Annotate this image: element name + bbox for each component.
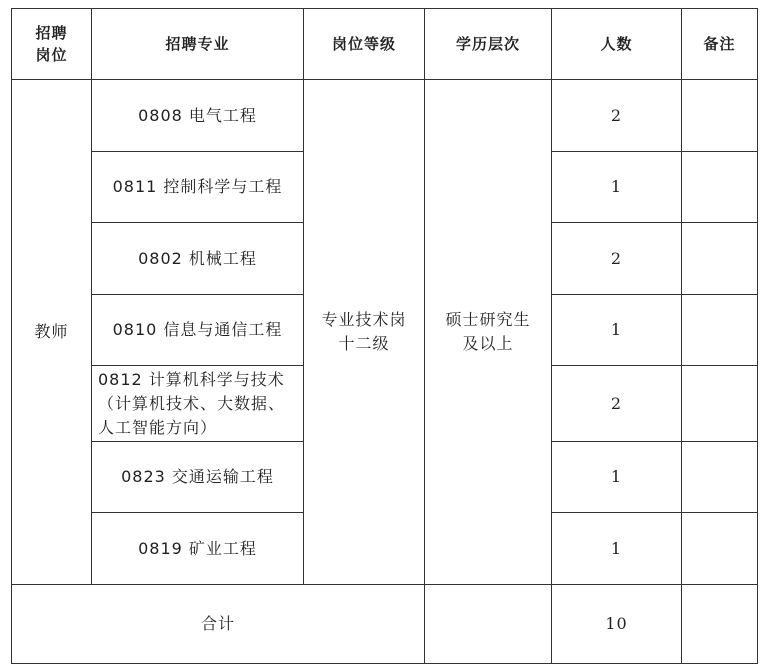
major-cell: 0823 交通运输工程 [92,442,304,513]
education-cell: 硕士研究生 及以上 [425,80,552,585]
header-position: 招聘 岗位 [12,9,92,80]
major-cell: 0808 电气工程 [92,80,304,152]
remark-cell [682,80,758,152]
remark-cell [682,442,758,513]
total-label: 合计 [12,585,425,664]
total-education-cell [425,585,552,664]
count-cell: 1 [552,295,682,366]
recruitment-table [11,8,758,664]
header-education: 学历层次 [425,9,552,80]
remark-cell [682,295,758,366]
position-cell: 教师 [12,80,92,585]
major-cell: 0819 矿业工程 [92,513,304,585]
header-row [12,9,758,80]
major-cell: 0802 机械工程 [92,223,304,295]
count-cell: 2 [552,223,682,295]
total-row [12,585,758,664]
count-cell: 1 [552,152,682,223]
total-count: 10 [552,585,682,664]
remark-cell [682,152,758,223]
count-cell: 1 [552,513,682,585]
remark-cell [682,513,758,585]
header-remark: 备注 [682,9,758,80]
table-row [12,80,758,152]
remark-cell [682,366,758,442]
count-cell: 2 [552,366,682,442]
header-grade: 岗位等级 [304,9,425,80]
grade-cell: 专业技术岗 十二级 [304,80,425,585]
header-count: 人数 [552,9,682,80]
header-major: 招聘专业 [92,9,304,80]
major-cell: 0810 信息与通信工程 [92,295,304,366]
count-cell: 2 [552,80,682,152]
remark-cell [682,223,758,295]
major-cell: 0812 计算机科学与技术（计算机技术、大数据、人工智能方向） [92,366,304,442]
count-cell: 1 [552,442,682,513]
total-remark-cell [682,585,758,664]
major-cell: 0811 控制科学与工程 [92,152,304,223]
